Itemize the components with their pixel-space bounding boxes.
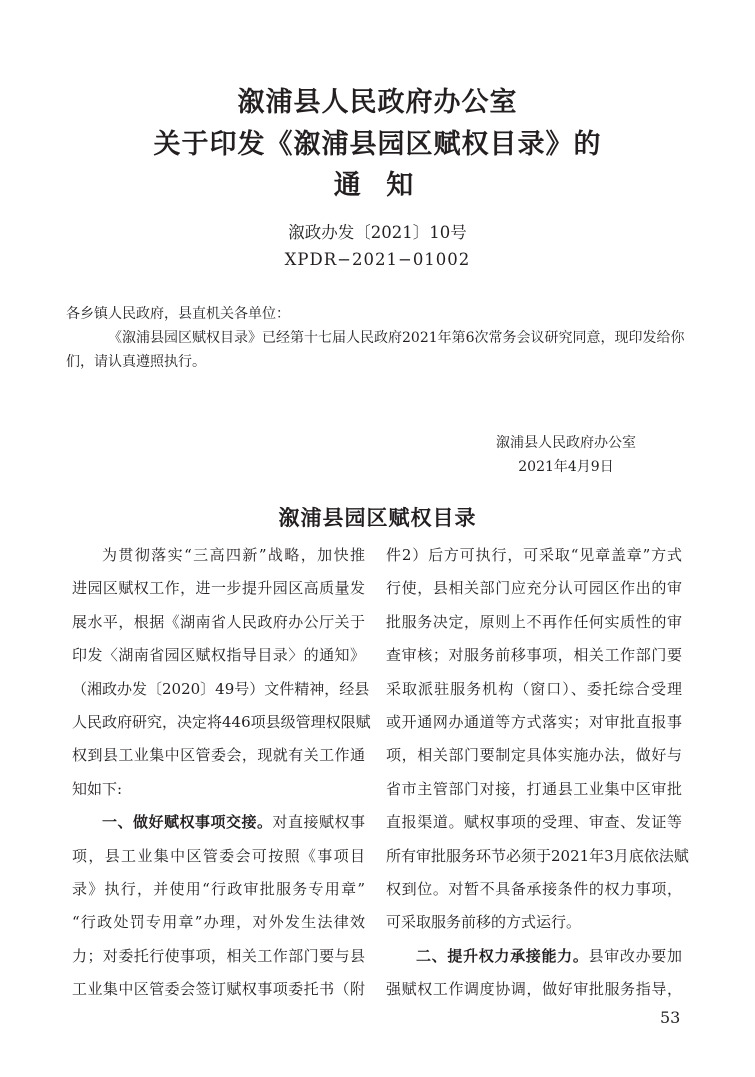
text-line: 省市主管部门对接，打通县工业集中区审批 (386, 779, 682, 798)
text-line: 强赋权工作调度协调，做好审批服务指导， (386, 980, 682, 999)
section-heading-line (72, 806, 365, 839)
text-line: 权到县工业集中区管委会，现就有关工作通 (72, 746, 365, 765)
text-line: 为贯彻落实“三高四新”战略，加快推 (102, 546, 365, 564)
section-heading-line (386, 940, 682, 973)
text-line: 批服务决定，原则上不再作任何实质性的审 (386, 612, 682, 631)
signature-org: 溆浦县人民政府办公室 (496, 435, 636, 451)
notice-title-line-3: 通 知 (333, 170, 422, 201)
notice-title-line-1: 溆浦县人民政府办公室 (237, 87, 518, 118)
text-line: 权到位。对暂不具备承接条件的权力事项， (386, 880, 682, 899)
text-line: 项，相关部门要制定具体实施办法，做好与 (386, 746, 682, 765)
left-column (72, 539, 371, 1007)
text-line: “行政处罚专用章”办理，对外发生法律效 (72, 913, 365, 932)
text-line: 展水平，根据《湖南省人民政府办公厅关于 (72, 612, 365, 631)
text-line: （湘政办发〔2020〕49号）文件精神，经县 (72, 679, 370, 698)
text-line: 所有审批服务环节必须于2021年3月底依法赋 (386, 846, 689, 865)
notice-body-line: 《溆浦县园区赋权目录》已经第十七届人民政府2021年第6次常务会议研究同意，现印发 (108, 330, 657, 346)
right-column (386, 539, 689, 1007)
text-line: 直报渠道。赋权事项的受理、审查、发证等 (386, 813, 682, 832)
text-line: 印发〈湖南省园区赋权指导目录〉的通知》 (72, 646, 365, 665)
section-heading-1: 一、做好赋权事项交接。 (102, 813, 273, 832)
notice-body-line: 给你们，请认真遵照执行。 (66, 330, 685, 370)
text-line: 采取派驻服务机构（窗口）、委托综合受理 (386, 679, 682, 698)
text-line: 可采取服务前移的方式运行。 (386, 913, 582, 932)
text-line: 进园区赋权工作，进一步提升园区高质量发 (72, 579, 365, 598)
text-line: 县审改办要加 (588, 946, 682, 965)
text-line: 对直接赋权事 (272, 813, 365, 832)
notice-body (66, 326, 686, 374)
text-line: 查审核；对服务前移事项，相关工作部门要 (386, 646, 682, 665)
notice-title-line-2: 关于印发《溆浦县园区赋权目录》的 (153, 129, 602, 160)
text-line: 人民政府研究，决定将446项县级管理权限赋 (72, 713, 371, 732)
text-line: 知如下: (72, 779, 123, 798)
text-line: 录》执行，并使用“行政审批服务专用章” (72, 880, 365, 899)
section-heading-2: 二、提升权力承接能力。 (416, 946, 589, 965)
document-number: 溆政办发〔2021〕10号 (288, 223, 467, 242)
text-line: 件2）后方可执行，可采取“见章盖章”方式 (386, 546, 682, 564)
text-line: 工业集中区管委会签订赋权事项委托书（附 (72, 980, 365, 999)
catalog-title: 溆浦县园区赋权目录 (278, 505, 477, 530)
salutation: 各乡镇人民政府，县直机关各单位： (66, 306, 290, 322)
text-line: 行使，县相关部门应充分认可园区作出的审 (386, 579, 682, 598)
page-number: 53 (660, 1008, 681, 1027)
signature-date: 2021年4月9日 (518, 459, 614, 475)
document-code: XPDR−2021−01002 (284, 250, 471, 269)
text-line: 或开通网办通道等方式落实；对审批直报事 (386, 713, 682, 732)
text-line: 力；对委托行使事项，相关工作部门要与县 (72, 946, 365, 965)
text-line: 项，县工业集中区管委会可按照《事项目 (72, 846, 365, 865)
